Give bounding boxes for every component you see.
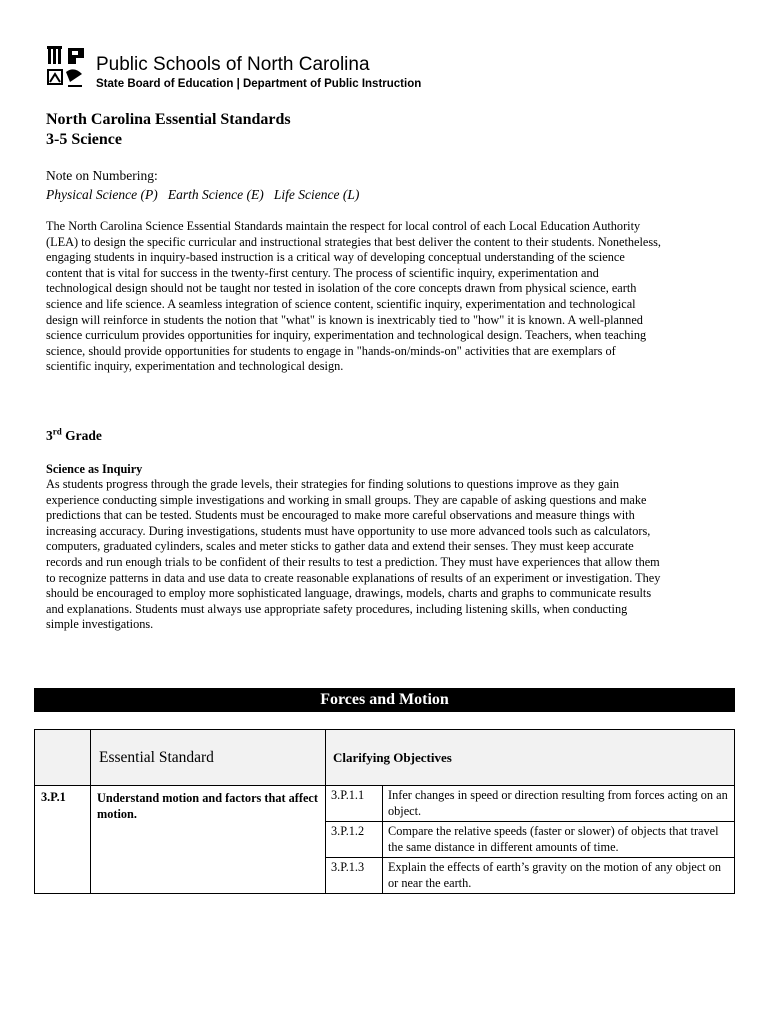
table-header-row	[35, 730, 735, 786]
inquiry-heading: Science as Inquiry	[46, 462, 143, 476]
org-name: Public Schools of North Carolina	[96, 54, 370, 75]
inquiry-paragraph: As students progress through the grade levels, their strategies for finding solutions to questions improve as they gain experience conducting simple investigations and working in small groups. They are capable of asking questions and make predictions that can be tested. Students must be encouraged to make more careful observations and measure things with increasing accuracy. During investigations, students must have opportunity to use more advanced tools such as calculators, computers, graduated cylinders, scales and meter sticks to gather data and extend their senses. They must keep accurate records and run enough trials to be confident of their results to test a prediction. They must have experiences that allow them to recognize patterns in data and use data to create reasonable explanations of results of an experiment or investigation. They should be encouraged to employ more sophisticated language, drawings, models, charts and graphs to communicate results and explanations. Students must always use appropriate safety procedures, including listening skills, when conducting simple investigations.	[46, 477, 661, 632]
grade-suffix: rd	[52, 426, 62, 437]
section-band: Forces and Motion	[34, 688, 735, 712]
header-clarifying-objectives: Clarifying Objectives	[326, 730, 735, 786]
objective-code: 3.P.1.1	[326, 786, 383, 822]
grade-word: Grade	[61, 428, 102, 443]
objectives-cell	[326, 786, 735, 894]
numbering-note	[46, 166, 359, 204]
nc-dpi-logo-icon	[46, 46, 86, 92]
standard-code: 3.P.1	[35, 786, 91, 894]
org-subtitle: State Board of Education | Department of Public Instruction	[96, 78, 422, 90]
objective-code: 3.P.1.3	[326, 858, 383, 894]
title-line-1: North Carolina Essential Standards	[46, 111, 291, 128]
header-blank-cell	[35, 730, 91, 786]
table-row	[35, 786, 735, 894]
document-title	[46, 110, 291, 150]
title-line-2: 3-5 Science	[46, 131, 122, 148]
grade-number: 3	[46, 428, 53, 443]
standards-table	[34, 729, 735, 894]
objective-text: Compare the relative speeds (faster or slower) of objects that travel the same distance in different amounts of time.	[383, 822, 735, 858]
objective-text: Explain the effects of earth’s gravity on the motion of any object on or near the earth.	[388, 860, 722, 890]
note-categories: Physical Science (P) Earth Science (E) Life Science (L)	[46, 187, 360, 202]
objective-row	[326, 786, 734, 822]
intro-paragraph: The North Carolina Science Essential Standards maintain the respect for local control of each Local Education Authority (LEA) to design the specific curricular and instructional strategies that best deliver the content to their students. Nonetheless, engaging students in inquiry-based instruction is a critical way of developing conceptual understanding of the science content that is vital for success in the twenty-first century. The process of scientific inquiry, experimentation and technological design should not be taught nor tested in isolation of the core concepts drawn from physical science, earth science and life science. A seamless integration of science content, scientific inquiry, experimentation and technological design will reinforce in students the notion that "what" is known is inextricably tied to "how" it is known. A well-planned science curriculum provides opportunities for inquiry, experimentation and technological design. Teachers, when teaching science, should provide opportunities for students to engage in "hands-on/minds-on" activities that are exemplars of scientific inquiry, experimentation and technological design.	[46, 219, 662, 374]
objective-row	[326, 822, 734, 858]
objective-text: Infer changes in speed or direction resulting from forces acting on an object.	[383, 786, 735, 822]
objectives-list	[326, 786, 734, 893]
standard-text: Understand motion and factors that affect motion.	[91, 786, 326, 894]
header-essential-standard: Essential Standard	[91, 730, 326, 786]
grade-heading	[46, 426, 102, 446]
note-label: Note on Numbering:	[46, 168, 158, 183]
objective-row	[326, 858, 734, 894]
objective-code: 3.P.1.2	[326, 822, 383, 858]
